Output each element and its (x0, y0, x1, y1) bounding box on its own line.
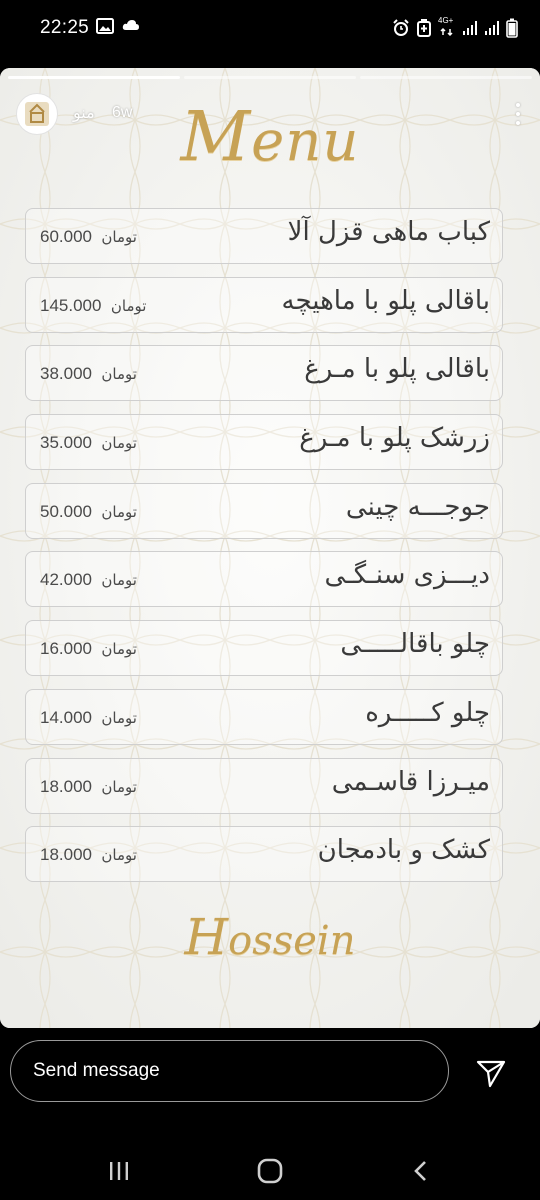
battery-saver-icon (416, 19, 432, 37)
menu-item (25, 826, 503, 882)
price-currency: تومان (101, 571, 137, 590)
item-price (40, 364, 137, 384)
price-currency: تومان (101, 228, 137, 246)
story-card[interactable] (0, 68, 540, 1028)
price-currency: تومان (101, 365, 137, 384)
home-button[interactable] (255, 1156, 285, 1186)
price-amount: 38.000 (40, 364, 92, 384)
item-name: دیـــزی سنـگـی (324, 560, 490, 591)
price-currency: تومان (101, 846, 137, 865)
item-name: جوجـــه چینی (345, 491, 490, 522)
back-icon (409, 1159, 433, 1183)
network-label: 4G+ (438, 16, 454, 25)
item-name: زرشک پلو با مـرغ (299, 423, 490, 454)
story-time-ago: 6w (112, 104, 133, 121)
menu-item (25, 758, 503, 814)
price-currency: تومان (101, 777, 137, 796)
gallery-icon (96, 18, 114, 34)
menu-item (25, 345, 503, 401)
status-time: 22:25 (40, 17, 90, 38)
story-username[interactable]: منو (73, 103, 95, 122)
progress-segment (184, 76, 356, 79)
story-progress (8, 76, 532, 79)
status-right-icons (392, 18, 518, 38)
price-amount: 18.000 (40, 845, 92, 865)
recent-apps-icon (107, 1159, 131, 1183)
menu-title (0, 98, 540, 177)
item-price (40, 708, 137, 728)
item-price (40, 777, 137, 797)
network-indicator (438, 16, 456, 37)
price-amount: 60.000 (40, 227, 92, 246)
menu-title-initial: M (180, 98, 252, 177)
send-icon[interactable] (474, 1056, 508, 1090)
cloud-icon (122, 18, 140, 32)
price-currency: تومان (101, 640, 137, 659)
price-amount: 16.000 (40, 639, 92, 659)
item-name: میـرزا قاسـمی (331, 766, 490, 797)
send-message-placeholder: Send message (33, 1060, 160, 1081)
menu-item (25, 414, 503, 470)
price-amount: 42.000 (40, 570, 92, 590)
price-currency: تومان (101, 434, 137, 453)
item-price (40, 845, 137, 865)
menu-item (25, 689, 503, 745)
item-price (40, 433, 137, 453)
status-left-icons (96, 18, 140, 34)
menu-item (25, 620, 503, 676)
price-currency: تومان (101, 708, 137, 727)
status-bar (0, 0, 540, 58)
signature-rest: ossein (228, 918, 356, 964)
battery-icon (506, 18, 518, 38)
price-amount: 18.000 (40, 776, 92, 796)
send-message-input[interactable] (10, 1040, 449, 1102)
menu-item (25, 483, 503, 539)
signature-initial: H (184, 908, 229, 966)
home-icon (256, 1157, 284, 1185)
item-price (40, 502, 137, 522)
item-price (40, 570, 137, 590)
signature (0, 908, 540, 966)
menu-item (25, 277, 503, 333)
signal-icon-1 (462, 20, 478, 36)
item-name: باقالی پلو با ماهیچه (281, 285, 490, 316)
price-amount: 14.000 (40, 707, 92, 727)
price-currency: تومان (101, 502, 137, 521)
price-amount: 35.000 (40, 433, 92, 453)
menu-title-rest: enu (251, 109, 360, 174)
signal-icon-2 (484, 20, 500, 36)
item-name: چلو باقالـــــی (340, 629, 490, 660)
item-price (40, 227, 137, 247)
progress-segment (8, 76, 180, 79)
back-button[interactable] (406, 1156, 436, 1186)
item-name: باقالی پلو با مـرغ (304, 354, 490, 385)
menu-item (25, 208, 503, 264)
menu-item (25, 551, 503, 607)
progress-segment (360, 76, 532, 79)
item-name: کشک و بادمجان (317, 835, 490, 866)
data-arrows-icon (438, 16, 456, 37)
item-name: کباب ماهی قزل آلا (287, 217, 490, 247)
price-currency: تومان (110, 296, 147, 315)
item-price (40, 639, 137, 659)
alarm-icon (392, 19, 410, 37)
navigation-bar (0, 1140, 540, 1200)
price-amount: 145.000 (40, 295, 102, 315)
price-amount: 50.000 (40, 501, 92, 521)
item-price (40, 296, 146, 316)
recent-apps-button[interactable] (104, 1156, 134, 1186)
item-name: چلو کـــــره (365, 697, 490, 728)
menu-list (25, 208, 503, 895)
